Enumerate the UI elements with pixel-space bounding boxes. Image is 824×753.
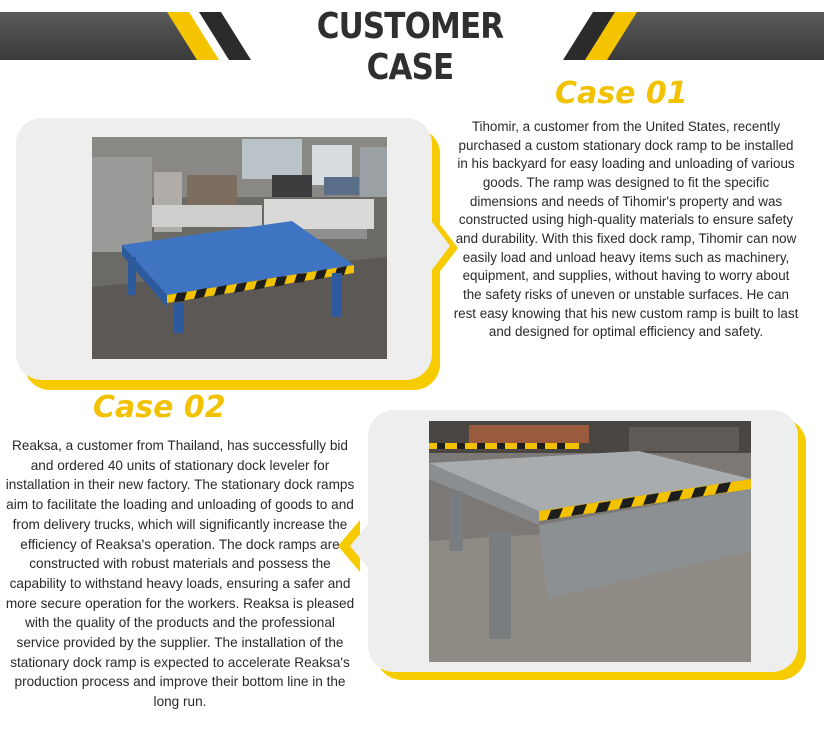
case-01-pointer (432, 222, 450, 270)
case-02-description: Reaksa, a customer from Thailand, has successfully bid and ordered 40 units of stationary dock leveler for installation in their new factory. The stationary dock ramps aim to facilitate the loading and unloading of goods to and from delivery trucks, which will significantly increase the efficiency of Reaksa's operation. The dock ramps are constructed with robust materials and possess the capability to withstand heavy loads, ensuring a safer and more secure operation for the workers. Reaksa is pleased with the quality of the products and the professional service provided by the supplier. The installation of the stationary dock ramp is expected to accelerate Reaksa's production process and improve their bottom line in the long run. (5, 438, 355, 710)
header-band (0, 0, 824, 88)
dock-leveler-photo (429, 421, 751, 662)
page-title: CUSTOMER CASE (316, 6, 504, 88)
dock-ramp-photo (92, 137, 387, 359)
dock-ramp-photo-icon (92, 137, 387, 359)
case-02-heading: Case 02 (93, 390, 226, 425)
case-01-description: Tihomir, a customer from the United States, recently purchased a custom stationary dock ramp to be installed in his backyard for easy loading and unloading of various goods. The ramp was designed to fit the specific dimensions and needs of Tihomir's property and was constructed using high-quality materials to ensure safety and durability. With this fixed dock ramp, Tihomir can now easily load and unload heavy items such as machinery, equipment, and supplies, without having to worry about the safety risks of uneven or unstable surfaces. He can rest easy knowing that his new custom ramp is built to last and designed for optimal efficiency and safety. (453, 119, 799, 340)
case-01-heading: Case 01 (555, 76, 688, 111)
dock-leveler-photo-icon (429, 421, 751, 662)
